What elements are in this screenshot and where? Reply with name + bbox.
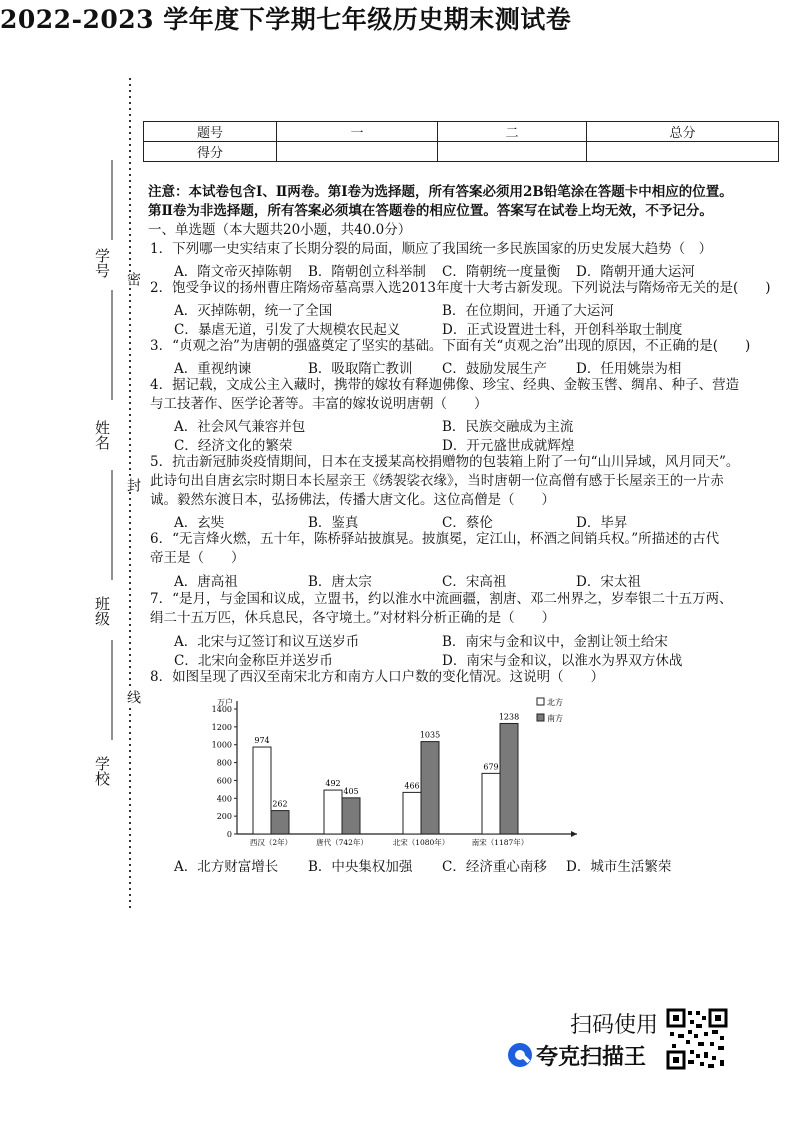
- option-d[interactable]: D．任用姚崇为相: [576, 361, 682, 377]
- bar-north: [403, 792, 421, 834]
- bar-value-label: 262: [272, 799, 288, 809]
- option-d[interactable]: D．毕昇: [576, 515, 628, 531]
- question-stem: 5．抗击新冠肺炎疫情期间，日本在支援某高校捐赠物的包装箱上附了一句“山川异域，风月同天”。: [150, 454, 740, 470]
- question-stem: 4．据记载，文成公主入藏时，携带的嫁妆有释迦佛像、珍宝、经典、金鞍玉辔、绸帛、种子、营造: [150, 377, 740, 393]
- binding-margin: [0, 0, 160, 920]
- bar-south: [421, 742, 439, 834]
- brand-name: 夸克扫描王: [536, 1045, 647, 1070]
- population-bar-chart: [205, 692, 585, 852]
- bar-south: [342, 798, 360, 834]
- option-d[interactable]: D．隋朝开通大运河: [576, 264, 695, 280]
- option-b[interactable]: B．吸取隋亡教训: [308, 361, 413, 377]
- legend-label: 南方: [547, 714, 563, 723]
- y-tick-label: 600: [216, 776, 232, 786]
- option-a[interactable]: A．灭掉陈朝，统一了全国: [174, 303, 333, 319]
- option-b[interactable]: B．在位期间，开通了大运河: [442, 303, 614, 319]
- bar-south: [271, 811, 289, 834]
- bar-value-label: 466: [404, 781, 420, 791]
- question-stem: 7．“是月，与金国和议成，立盟书，约以淮水中流画疆，割唐、邓二州界之，岁奉银二十五万两、: [150, 591, 733, 607]
- score-blank-cell[interactable]: [587, 142, 779, 162]
- question-stem: 6．“无言烽火燃，五十年，陈桥驿站披旗晃。披旗冕，定江山，杯酒之间销兵权。”所描述的古代: [150, 531, 720, 547]
- option-d[interactable]: D．宋太祖: [576, 574, 641, 590]
- seal-feng-label: 封: [125, 478, 141, 492]
- bar-value-label: 492: [325, 779, 341, 789]
- option-b[interactable]: B．中央集权加强: [308, 859, 413, 875]
- option-c[interactable]: C．蔡伦: [442, 515, 493, 531]
- option-d[interactable]: D．正式设置进士科，开创科举取士制度: [442, 322, 683, 338]
- option-b[interactable]: B．唐太宗: [308, 574, 372, 590]
- option-d[interactable]: D．开元盛世成就辉煌: [442, 438, 575, 454]
- option-d[interactable]: D．城市生活繁荣: [566, 859, 672, 875]
- option-a[interactable]: A．社会风气兼容并包: [174, 419, 306, 435]
- qr-code-icon[interactable]: [666, 1008, 728, 1070]
- score-blank-cell[interactable]: [277, 142, 438, 162]
- y-tick-label: 200: [216, 812, 232, 822]
- school-label: 学校: [93, 756, 111, 786]
- bar-value-label: 679: [483, 762, 499, 772]
- y-tick-label: 1000: [211, 740, 232, 750]
- option-c[interactable]: C．鼓励发展生产: [442, 361, 547, 377]
- y-tick-label: 0: [226, 830, 232, 839]
- question-stem: 8．如图呈现了西汉至南宋北方和南方人口户数的变化情况。这说明（ ）: [150, 669, 605, 685]
- seal-mi-label: 密: [125, 272, 141, 286]
- option-a[interactable]: A．隋文帝灭掉陈朝: [174, 264, 292, 280]
- option-a[interactable]: A．北宋与辽签订和议互送岁币: [174, 634, 360, 650]
- option-a[interactable]: A．重视纳谏: [174, 361, 252, 377]
- option-a[interactable]: A．北方财富增长: [174, 859, 279, 875]
- student-id-label: 学号: [93, 248, 111, 278]
- name-label: 姓名: [93, 420, 111, 450]
- seal-xian-label: 线: [125, 690, 141, 704]
- y-tick-label: 400: [216, 794, 232, 804]
- bar-south: [500, 723, 518, 834]
- score-header-cell: 二: [438, 122, 587, 142]
- x-tick-label: 唐代（742年）: [316, 838, 368, 847]
- notice-line: 注意：本试卷包含Ⅰ、Ⅱ两卷。第Ⅰ卷为选择题，所有答案必须用2B铅笔涂在答题卡中相应的位置。: [148, 184, 733, 200]
- option-b[interactable]: B．隋朝创立科举制: [308, 264, 426, 280]
- option-c[interactable]: C．经济文化的繁荣: [174, 438, 293, 454]
- option-a[interactable]: A．玄奘: [174, 515, 225, 531]
- question-stem: 3．“贞观之治”为唐朝的强盛奠定了坚实的基础。下面有关“贞观之治”出现的原因，不正确的是( ): [150, 338, 751, 354]
- question-stem: 诚。毅然东渡日本，弘扬佛法，传播大唐文化。这位高僧是（ ）: [150, 492, 555, 508]
- question-stem: 绢二十五万匹，休兵息民，各守境土。”对材料分析正确的是（ ）: [150, 610, 556, 626]
- y-tick-label: 1200: [211, 722, 232, 732]
- score-header-cell: 总分: [587, 122, 779, 142]
- bar-north: [324, 790, 342, 834]
- score-blank-cell[interactable]: [438, 142, 587, 162]
- option-c[interactable]: C．北宋向金称臣并送岁币: [174, 653, 333, 669]
- legend-swatch: [537, 698, 544, 705]
- bar-north: [253, 747, 271, 834]
- score-label-cell: 得分: [144, 142, 277, 162]
- exam-title: 2022-2023 学年度下学期七年级历史期末测试卷: [0, 5, 572, 34]
- option-a[interactable]: A．唐高祖: [174, 574, 238, 590]
- score-header-cell: 一: [277, 122, 438, 142]
- score-header-cell: 题号: [144, 122, 277, 142]
- brand-logo-icon: [506, 1041, 534, 1069]
- option-d[interactable]: D．南宋与金和议，以淮水为界双方休战: [442, 653, 683, 669]
- option-b[interactable]: B．民族交融成为主流: [442, 419, 574, 435]
- x-axis-arrow: [571, 831, 577, 837]
- legend-label: 北方: [547, 698, 563, 707]
- y-tick-label: 800: [216, 758, 232, 768]
- question-stem: 帝王是（ ）: [150, 550, 245, 566]
- option-c[interactable]: C．经济重心南移: [442, 859, 547, 875]
- x-tick-label: 南宋（1187年）: [471, 838, 529, 847]
- x-tick-label: 北宋（1080年）: [392, 838, 450, 847]
- option-c[interactable]: C．宋高祖: [442, 574, 507, 590]
- question-stem: 2．饱受争议的扬州曹庄隋炀帝墓高票入选2013年度十大考古新发现。下列说法与隋炀帝无关的是( ): [150, 280, 771, 296]
- bar-value-label: 1035: [419, 730, 441, 740]
- y-axis-label: 万户: [217, 698, 233, 707]
- legend-swatch: [537, 714, 544, 721]
- bar-north: [482, 773, 500, 834]
- section-heading: 一、单选题（本大题共20小题，共40.0分）: [148, 222, 412, 238]
- bar-value-label: 405: [343, 786, 359, 796]
- option-b[interactable]: B．鉴真: [308, 515, 359, 531]
- notice-line: 第Ⅱ卷为非选择题，所有答案必须填在答题卷的相应位置。答案写在试卷上均无效，不予记分。: [148, 203, 713, 219]
- question-stem: 此诗句出自唐玄宗时期日本长屋亲王《绣袈裟衣缘》，当时唐朝一位高僧有感于长屋亲王的一片赤: [150, 473, 724, 489]
- y-tick-label: 1400: [211, 705, 232, 714]
- scan-label: 扫码使用: [570, 1013, 659, 1038]
- bar-value-label: 1238: [498, 712, 520, 722]
- question-stem: 1．下列哪一史实结束了长期分裂的局面，顺应了我国统一多民族国家的历史发展大趋势（ ）: [150, 241, 713, 257]
- bar-value-label: 974: [254, 736, 270, 746]
- score-table: [143, 121, 779, 162]
- option-c[interactable]: C．隋朝统一度量衡: [442, 264, 561, 280]
- option-b[interactable]: B．南宋与金和议中，金割让领土给宋: [442, 634, 668, 650]
- option-c[interactable]: C．暴虐无道，引发了大规模农民起义: [174, 322, 401, 338]
- class-label: 班级: [93, 596, 111, 626]
- question-stem: 与工技著作、医学论著等。丰富的嫁妆说明唐朝（ ）: [150, 396, 488, 412]
- x-tick-label: 西汉（2年）: [249, 838, 293, 847]
